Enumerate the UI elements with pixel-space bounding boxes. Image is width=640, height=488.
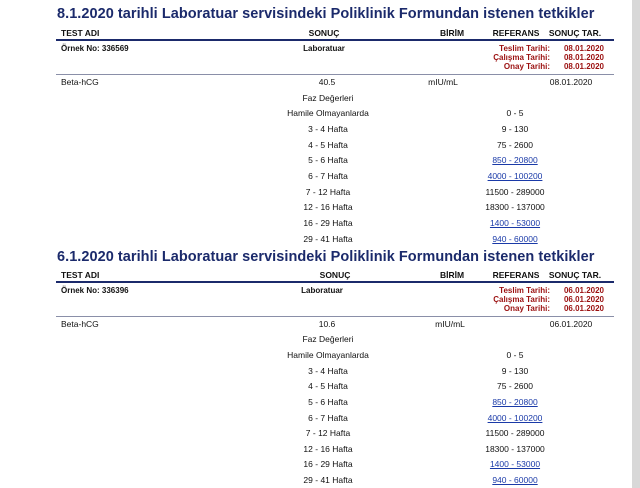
sample-rule [56, 74, 614, 75]
phase-range: 11500 - 289000 [485, 187, 545, 197]
phase-label: Hamile Olmayanlarda [287, 108, 369, 118]
approval-date-value: 06.01.2020 [563, 304, 604, 313]
phase-label: 29 - 41 Hafta [303, 234, 353, 244]
phase-range-link[interactable]: 940 - 60000 [492, 475, 538, 485]
header-reference: REFERANS [492, 270, 540, 280]
phase-label: 4 - 5 Hafta [308, 381, 348, 391]
header-result-date: SONUÇ TAR. [548, 270, 602, 280]
result-value: 40.5 [318, 77, 336, 87]
phase-label: 5 - 6 Hafta [308, 397, 348, 407]
sample-number: Örnek No: 336396 [61, 286, 129, 295]
phase-label: Hamile Olmayanlarda [287, 350, 369, 360]
header-result: SONUÇ [308, 28, 340, 38]
phase-range: 9 - 130 [501, 124, 529, 134]
phase-label: 5 - 6 Hafta [308, 155, 348, 165]
header-result-date: SONUÇ TAR. [548, 28, 602, 38]
phase-range: 11500 - 289000 [485, 428, 545, 438]
phase-label: 16 - 29 Hafta [303, 459, 353, 469]
phase-range-link[interactable]: 850 - 20800 [492, 397, 538, 407]
phase-label: 6 - 7 Hafta [308, 171, 348, 181]
phase-range: 0 - 5 [506, 108, 524, 118]
header-reference: REFERANS [492, 28, 540, 38]
phase-range: 18300 - 137000 [485, 444, 545, 454]
approval-date-label: Onay Tarihi: [503, 62, 550, 71]
phase-range: 9 - 130 [501, 366, 529, 376]
work-date-value: 06.01.2020 [563, 295, 604, 304]
phase-label: 3 - 4 Hafta [308, 124, 348, 134]
phase-range: 75 - 2600 [497, 140, 533, 150]
header-test-name: TEST ADI [61, 28, 100, 38]
header-rule [56, 281, 614, 283]
delivery-date-value: 06.01.2020 [563, 286, 604, 295]
work-date-value: 08.01.2020 [563, 53, 604, 62]
report-title: 8.1.2020 tarihli Laboratuar servisindeki Poliklinik Formundan istenen tetkikler [57, 6, 595, 22]
test-name: Beta-hCG [61, 319, 99, 329]
phase-range-link[interactable]: 850 - 20800 [492, 155, 538, 165]
work-date-label: Çalışma Tarihi: [493, 53, 550, 62]
header-result: SONUÇ [319, 270, 351, 280]
scrollbar-track[interactable] [632, 0, 640, 488]
phase-label: 12 - 16 Hafta [303, 202, 353, 212]
sample-number: Örnek No: 336569 [61, 44, 129, 53]
work-date-label: Çalışma Tarihi: [493, 295, 550, 304]
header-test-name: TEST ADI [61, 270, 100, 280]
phase-label: 7 - 12 Hafta [305, 187, 351, 197]
result-unit: mIU/mL [428, 77, 458, 87]
phase-label: 29 - 41 Hafta [303, 475, 353, 485]
phase-label: 4 - 5 Hafta [308, 140, 348, 150]
result-unit: mIU/mL [435, 319, 465, 329]
phase-range: 0 - 5 [506, 350, 524, 360]
phase-label: 6 - 7 Hafta [308, 413, 348, 423]
phase-label: 3 - 4 Hafta [308, 366, 348, 376]
phase-range-link[interactable]: 4000 - 100200 [487, 171, 543, 181]
phase-label: 12 - 16 Hafta [303, 444, 353, 454]
delivery-date-label: Teslim Tarihi: [499, 286, 550, 295]
result-date: 08.01.2020 [549, 77, 593, 87]
header-unit: BİRİM [439, 28, 465, 38]
phase-range: 18300 - 137000 [485, 202, 545, 212]
phase-range-link[interactable]: 940 - 60000 [492, 234, 538, 244]
phase-range-link[interactable]: 1400 - 53000 [489, 218, 541, 228]
phase-values-title: Faz Değerleri [302, 93, 354, 103]
phase-label: 16 - 29 Hafta [303, 218, 353, 228]
delivery-date-label: Teslim Tarihi: [499, 44, 550, 53]
delivery-date-value: 08.01.2020 [563, 44, 604, 53]
lab-name: Laboratuar [303, 44, 345, 53]
phase-values-title: Faz Değerleri [302, 334, 354, 344]
sample-rule [56, 316, 614, 317]
phase-range-link[interactable]: 4000 - 100200 [487, 413, 543, 423]
result-date: 06.01.2020 [549, 319, 593, 329]
result-value: 10.6 [318, 319, 336, 329]
approval-date-label: Onay Tarihi: [503, 304, 550, 313]
phase-label: 7 - 12 Hafta [305, 428, 351, 438]
lab-name: Laboratuar [301, 286, 343, 295]
phase-range: 75 - 2600 [497, 381, 533, 391]
header-rule [56, 39, 614, 41]
phase-range-link[interactable]: 1400 - 53000 [489, 459, 541, 469]
approval-date-value: 08.01.2020 [563, 62, 604, 71]
test-name: Beta-hCG [61, 77, 99, 87]
report-title: 6.1.2020 tarihli Laboratuar servisindeki Poliklinik Formundan istenen tetkikler [57, 249, 595, 265]
header-unit: BİRİM [439, 270, 465, 280]
